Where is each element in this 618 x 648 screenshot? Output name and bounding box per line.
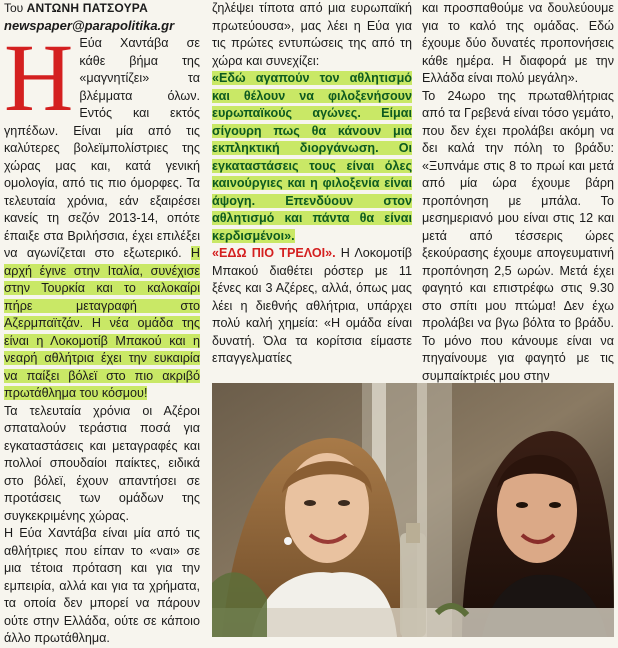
paragraph-training: και προσπαθούμε να δουλεύουμε για το καλό της ομάδας. Εδώ έχουμε δύο δυνατές προπονήσεις κάθε ημέρα. Η διαφορά με την Ελλάδα είναι πολύ μεγάλη». [422, 1, 614, 85]
article-column-1 [4, 0, 200, 648]
paragraph-azeri: Τα τελευταία χρόνια οι Αζέροι σπαταλούν τεράστια ποσά για εγκαταστάσεις και μεταγραφές και πολλοί σπουδαίοι παίκτες, ειδικά στο βόλεϊ, έχουν απαντήσει σε προτάσεις των ομάδων της συγκεκριμένης χώρας. [4, 403, 200, 523]
pull-quote: «Εδώ αγαπούν τον αθλητισμό και θέλουν να φιλοξενήσουν ευρωπαϊκούς αγώνες. Είμαι σίγουρη πως θα κάνουν μια εκπληκτική διοργάνωση. Οι εγκαταστάσεις τους είναι όλες καινούργιες και η φιλοξενία είναι άψογη. Επενδύουν στον αθλητισμό και πάντα θα είναι κερδισμένοι». [212, 71, 412, 243]
paragraph-eva-yes: Η Εύα Χαντάβα είναι μία από τις αθλήτριες που είπαν το «ναι» σε μια τέτοια πρόταση και για την εμπειρία, αλλά και για τα χρήματα, τα οποία δεν μπορεί να πάρουν ούτε στην Ελλάδα, ούτε σε κάποιο άλλο πρωτάθλημα. [4, 526, 200, 645]
paragraph-roster [212, 245, 412, 368]
byline-author: ΑΝΤΩΝΗ ΠΑΤΣΟΥΡΑ [26, 1, 148, 15]
article-photo [212, 383, 614, 637]
article-column-3 [422, 0, 614, 385]
byline [4, 0, 200, 17]
roster-text: Η Λοκομοτίβ Μπακού διαθέτει ρόστερ με 11 ξένες και 3 Αζέρες, αλλά, όπως μας λέει η διεθνής αθλήτρια, υπάρχει πολύ καλή χημεία: «Η ομάδα είναι δυνατή. Όλα τα κορίτσια είμαστε επαγγελματίες [212, 246, 413, 365]
subheading: «ΕΔΩ ΠΙΟ ΤΡΕΛΟΙ». [212, 246, 336, 260]
intro-text: Εύα Χαντάβα σε κάθε βήμα της «μαγνητίζει» τα βλέμματα όλων. Εντός και εκτός γηπέδων. Είναι μία από τις καλύτερες βολεϊμπολίστριες της χώρας μας και, κατά γενική ομολογία, από τις πιο όμορφες. Τα τελευταία χρόνια, εάν εξαιρέσει κανείς τη σεζόν 2013-14, οπότε έπαιξε στα Βριλήσσια, έχει επιλέξει να αγωνίζεται στο εξωτερικό. [4, 36, 200, 260]
drop-cap: Η [4, 24, 74, 131]
paragraph-lead: ζηλέψει τίποτα από μια ευρωπαϊκή πρωτεύουσα», μας λέει η Εύα για τις πρώτες εντυπώσεις της από τη χώρα και συνεχίζει: [212, 1, 412, 68]
author-email[interactable]: newspaper@parapolitika.gr [4, 18, 175, 33]
article-column-2 [212, 0, 412, 368]
highlighted-text: Η αρχή έγινε στην Ιταλία, συνέχισε στην Τουρκία και το καλοκαίρι πήρε μεταγραφή στο Αζερμπαϊτζάν. Η νέα ομάδα της είναι η Λοκομοτίβ Μπακού και η νεαρή αθλήτρια έχει την ευκαιρία να παίξει βόλεϊ στο πιο ακριβό πρωτάθλημα του κόσμου! [4, 246, 200, 400]
paragraph-daily-routine: Το 24ωρο της πρωταθλήτριας από τα Γρεβενά είναι τόσο γεμάτο, που δεν έχει προλάβει ακόμη να δει καλά την πόλη το βράδυ: «Ξυπνάμε στις 8 το πρωί και μετά από μία ώρα έχουμε βάρη προπόνηση με μπάλα. Το μεσημεριανό μου είναι στις 12 και μετά από τέσσερις ώρες ξεκούρασης έχουμε απογευματινή προπόνηση 2,5 ωρών. Μετά έχει φαγητό και επιστρέφω στις 9.30 στο σπίτι μου πτώμα! Δεν έχω προλάβει να βγω βόλτα το βράδυ. Το μόνο που κάνουμε είναι να πηγαίνουμε για φαγητό με τις συμπαίκτριές μου στην [422, 88, 614, 383]
byline-prefix: Του [4, 1, 24, 15]
